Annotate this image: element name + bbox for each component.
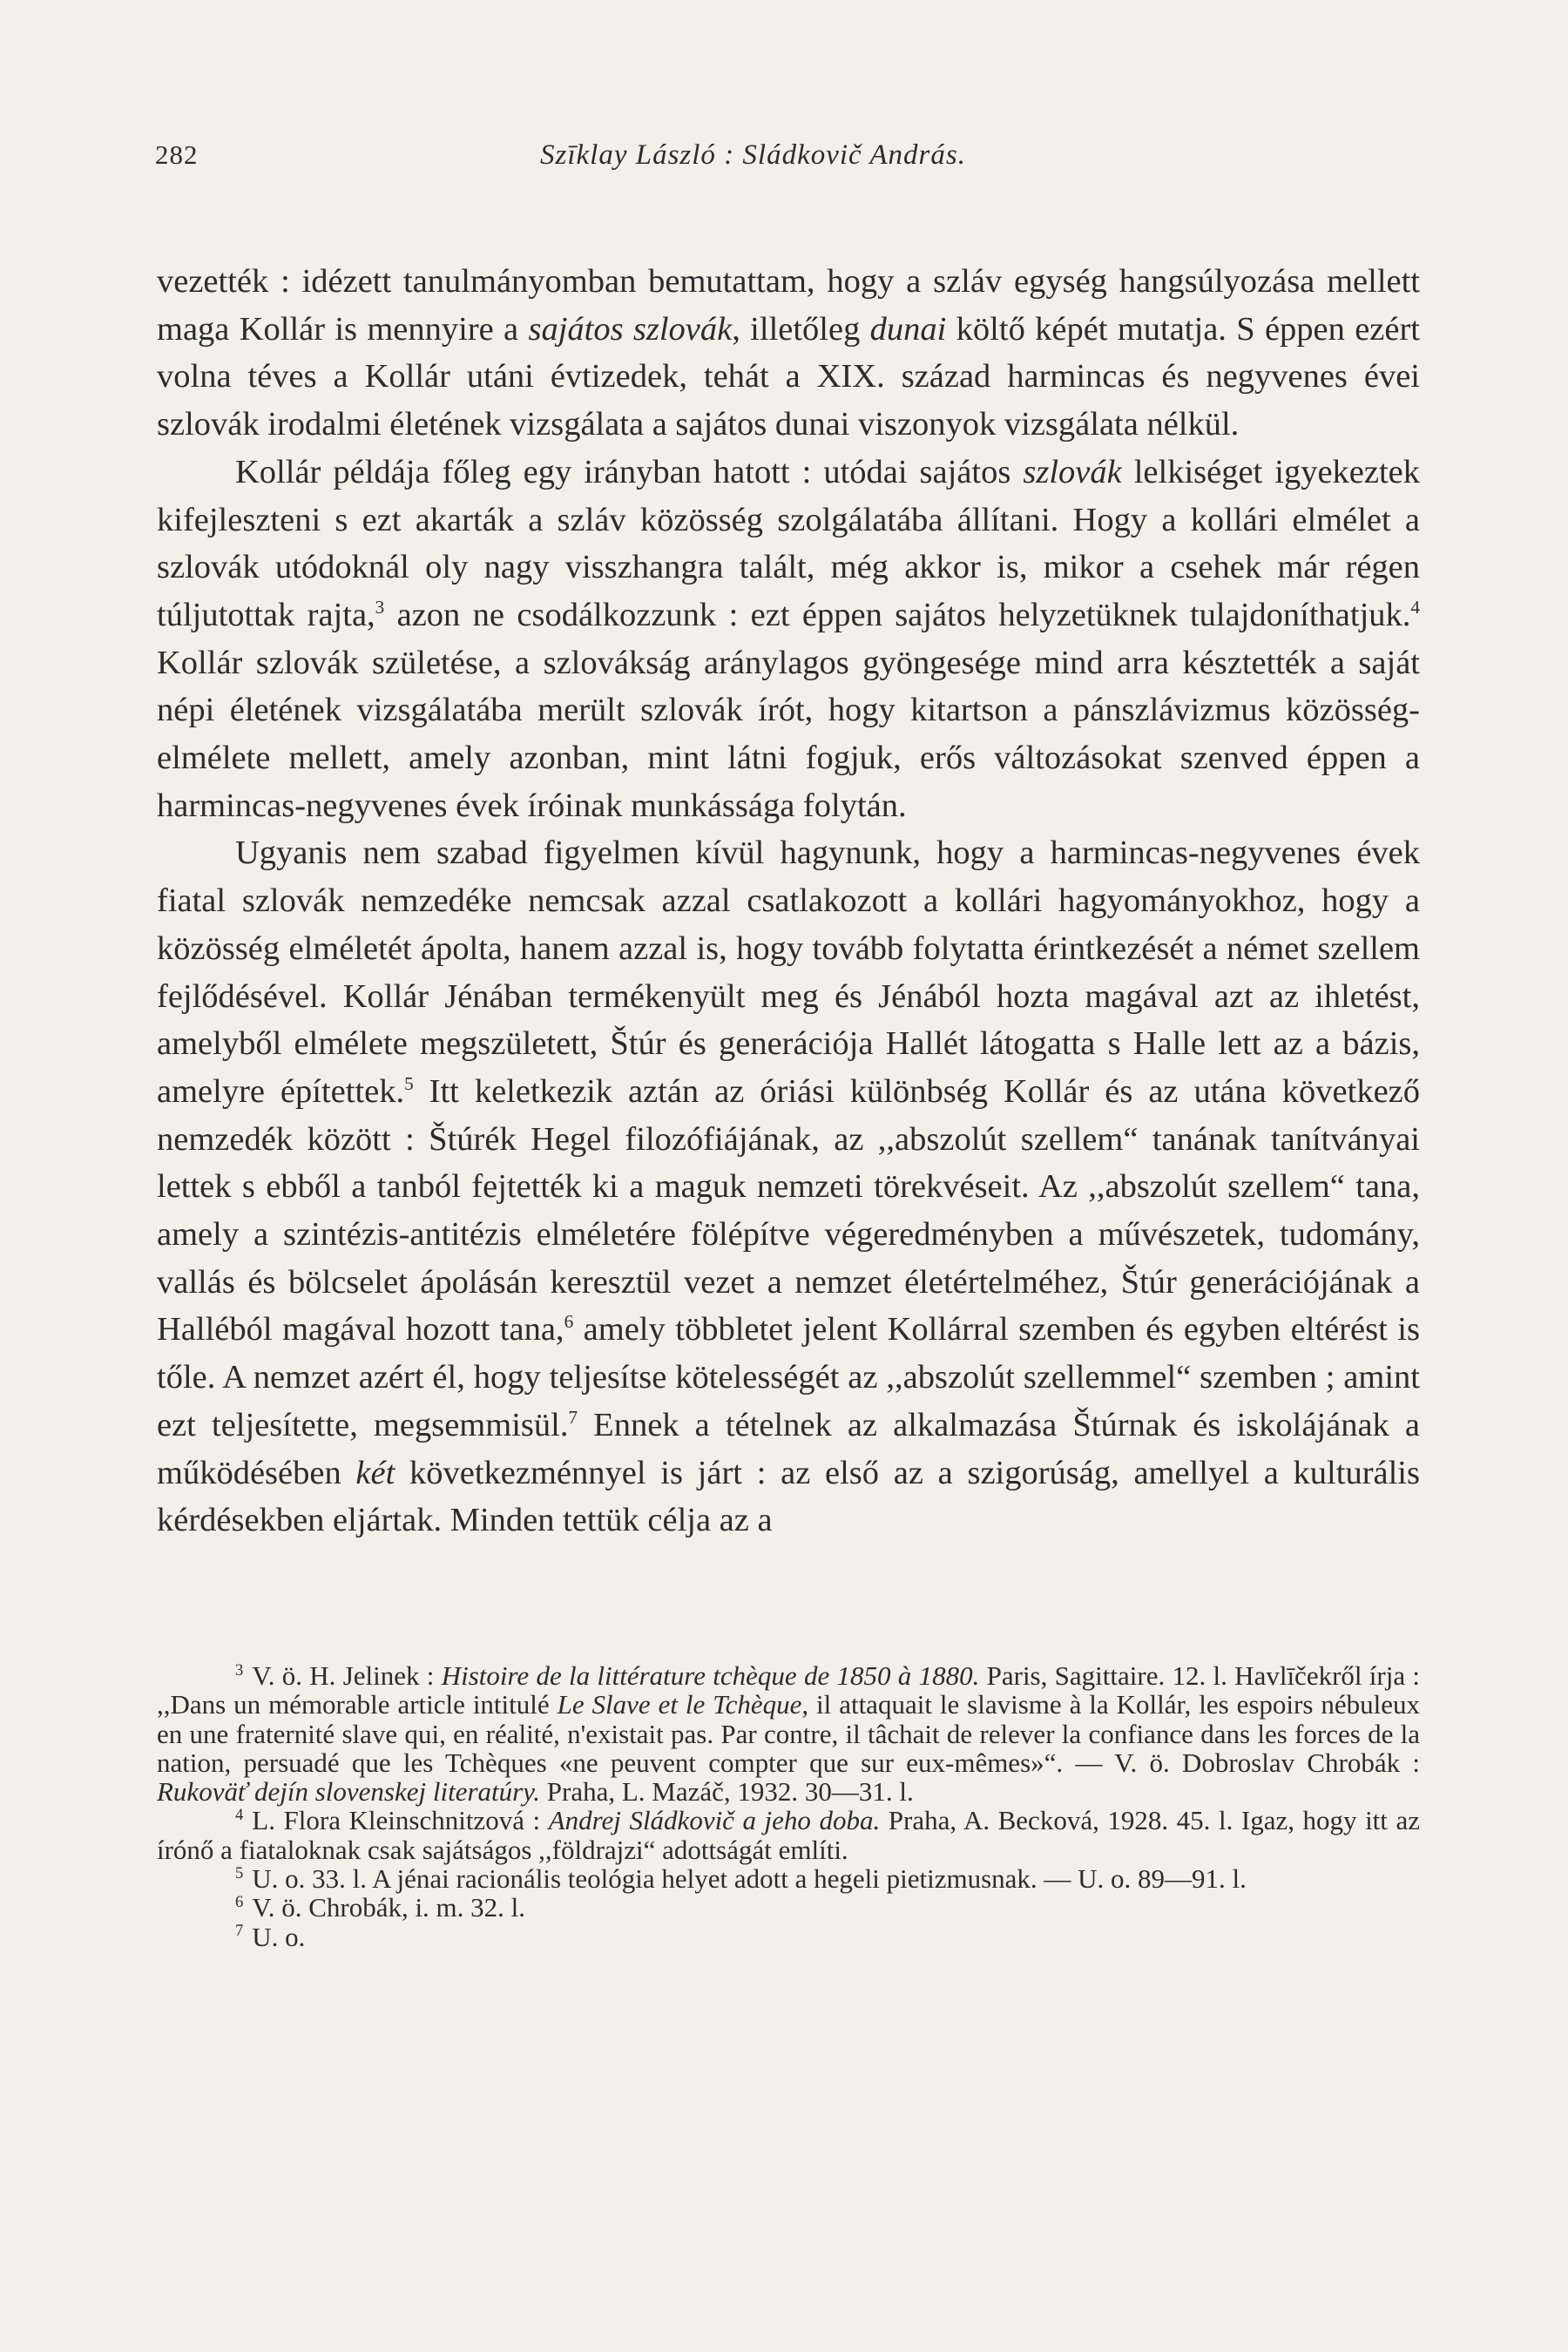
- footnote-mark: 6: [235, 1893, 244, 1912]
- emphasis-szlovak: szlovák: [1023, 453, 1122, 490]
- text-run: U. o. 33. l. A jénai racionális teológia helyet adott a hegeli pietizmusnak. — U. o. 89—91. l.: [252, 1863, 1247, 1895]
- footnote-title: Rukoväť dejín slovenskej literatúry.: [157, 1776, 540, 1808]
- footnote-5: [157, 1864, 1420, 1893]
- page-number: 282: [155, 139, 199, 170]
- running-head: Szīklay László : Sládkovič András.: [540, 139, 966, 171]
- footnote-title: Histoire de la littérature tchèque de 1850 à 1880.: [441, 1660, 980, 1691]
- footnote-ref-3: 3: [375, 597, 385, 618]
- text-run: Ennek a tételnek az alkalmazása Štúrnak és iskolájának a működésében: [157, 1406, 1420, 1491]
- body-text: [157, 258, 1420, 1544]
- text-run: Paris, Sagittaire. 12. l. Havlīčekről írja : ,,Dans un mémorable article intitulé: [157, 1660, 1421, 1720]
- text-run: lelkiséget igyekeztek kifejleszteni s ezt akarták a szláv közösség szolgálatába állítani. Hogy a kollári elmélet a szlovák utódoknál oly nagy visszhangra talált, még akkor is, mikor a csehek már régen túljutottak rajta,: [157, 453, 1420, 633]
- text-run: következménnyel is járt : az első az a szigorúság, amellyel a kulturális kérdésekben eljártak. Minden tettük célja az a: [157, 1454, 1420, 1539]
- emphasis-sajatos-szlovak: sajátos szlovák: [528, 310, 733, 348]
- text-run: vezették : idézett tanulmányomban bemutattam, hogy a szláv egység hangsúlyozása mellett maga Kollár is mennyire a: [157, 263, 1420, 348]
- footnote-ref-4: 4: [1410, 597, 1420, 618]
- footnote-mark: 3: [235, 1660, 244, 1680]
- footnote-mark: 4: [235, 1806, 244, 1825]
- text-run: L. Flora Kleinschnitzová :: [252, 1805, 549, 1836]
- footnote-mark: 5: [235, 1863, 244, 1882]
- text-run: Ugyanis nem szabad figyelmen kívül hagynunk, hogy a harmincas-negyvenes évek fiatal szlovák nemzedéke nemcsak azzal csatlakozott a kollári hagyományokhoz, hogy a közösség elméletét ápolta, hanem azzal is, hogy tovább folytatta érintkezését a német szellem fejlődésével. Kollár Jénában termékenyült meg és Jénából hozta magával azt az ihletést, amelyből elmélete megszületett, Štúr és generációja Hallét látogatta s Halle lett az a bázis, amelyre építettek.: [157, 835, 1420, 1110]
- page-header: [155, 139, 1420, 183]
- footnote-4: [157, 1806, 1420, 1864]
- text-run: V. ö. Chrobák, i. m. 32. l.: [252, 1892, 526, 1923]
- text-run: Kollár szlovák születése, a szlovákság aránylagos gyöngesége mind arra késztették a saját népi életének vizsgálatába merült szlovák írót, hogy kitartson a pánszlávizmus közösség-elmélete mellett, amely azonban, mint látni fogjuk, erős változásokat szenved éppen a harmincas-negyvenes évek íróinak munkássága folytán.: [157, 644, 1420, 824]
- footnote-title: Le Slave et le Tchèque,: [557, 1689, 809, 1720]
- emphasis-ket: két: [355, 1454, 395, 1491]
- text-run: , illetőleg: [732, 310, 870, 348]
- text-run: Praha, A. Becková, 1928. 45. l. Igaz, hogy itt az írónő a fiataloknak csak sajátságos ,,földrajzi“ adottságát említi.: [157, 1805, 1420, 1865]
- text-run: azon ne csodálkozzunk : ezt éppen sajátos helyzetüknek tulajdoníthatjuk.: [384, 596, 1411, 633]
- paragraph-3: [157, 829, 1420, 1544]
- footnote-7: [157, 1923, 1420, 1951]
- footnote-mark: 7: [235, 1922, 244, 1941]
- footnote-ref-5: 5: [404, 1073, 414, 1095]
- footnote-6: [157, 1893, 1420, 1922]
- text-run: Praha, L. Mazáč, 1932. 30—31. l.: [540, 1776, 914, 1808]
- text-run: költő képét mutatja. S éppen ezért volna téves a Kollár utáni évtizedek, tehát a XIX. század harmincas és negyvenes évei szlovák irodalmi életének vizsgálata a sajátos dunai viszonyok vizsgálata nélkül.: [157, 310, 1420, 443]
- text-run: il attaquait le slavisme à la Kollár, les espoirs nébuleux en une fraternité slave qui, en réalité, n'existait pas. Par contre, il tâchait de relever la confiance dans les forces de la nation, persuadé que les Tchèques «ne peuvent compter que sur eux-mêmes»“. — V. ö. Dobroslav Chrobák :: [157, 1689, 1420, 1778]
- footnote-ref-6: 6: [564, 1311, 574, 1333]
- text-run: U. o.: [252, 1921, 306, 1952]
- footnote-ref-7: 7: [568, 1407, 578, 1429]
- text-run: Itt keletkezik aztán az óriási különbség Kollár és az utána következő nemzedék között : Štúrék Hegel filozófiájának, az ,,abszolút szellem“ tanának tanítványai lettek s ebből a tanból fejtették ki a maguk nemzeti törekvéseit. Az ,,abszolút szellem“ tana, amely a szintézis-antitézis elméletére fölépítve végeredményben a művészetek, tudomány, vallás és bölcselet ápolásán keresztül vezet a nemzet életértelméhez, Štúr generációjának a Halléból magával hozott tana,: [157, 1072, 1420, 1348]
- paragraph-2: [157, 449, 1420, 830]
- paragraph-1: [157, 258, 1420, 449]
- footnote-title: Andrej Sládkovič a jeho doba.: [548, 1805, 881, 1836]
- footnote-3: [157, 1661, 1420, 1806]
- emphasis-dunai: dunai: [869, 310, 947, 348]
- text-run: Kollár példája főleg egy irányban hatott : utódai sajátos: [235, 453, 1024, 490]
- text-run: V. ö. H. Jelinek :: [252, 1660, 442, 1691]
- text-run: amely többletet jelent Kollárral szemben és egyben eltérést is tőle. A nemzet azért él, hogy teljesítse kötelességét az ,,abszolút szellemmel“ szemben ; amint ezt teljesítette, megsemmisül.: [157, 1311, 1420, 1443]
- footnotes: [157, 1661, 1420, 1951]
